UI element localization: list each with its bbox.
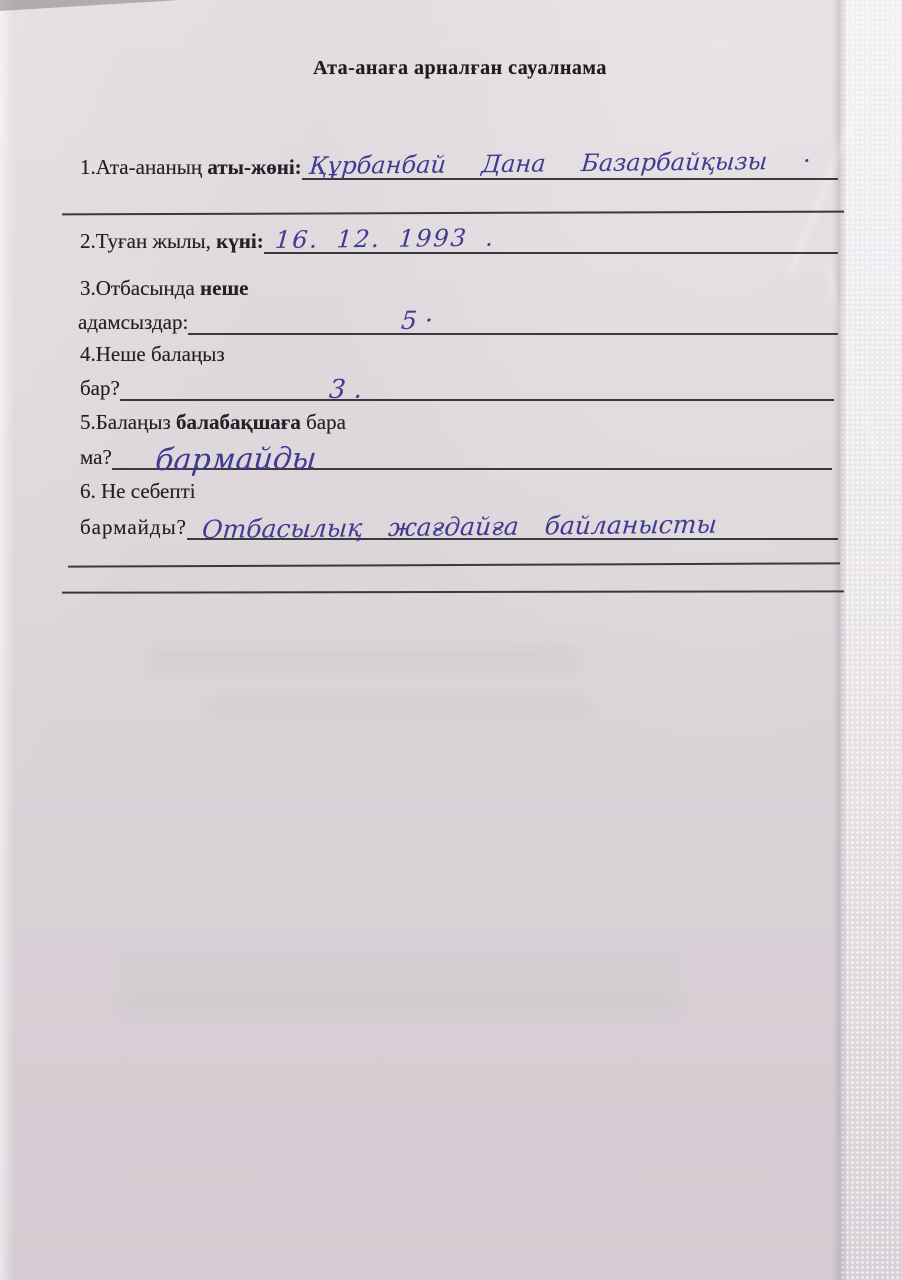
bleed-through xyxy=(150,648,580,674)
question-5-label-line1 xyxy=(80,410,346,435)
blank-ruled-line xyxy=(62,185,844,216)
question-4-label-line2: бар? xyxy=(80,376,120,400)
question-4-label-line1: 4.Неше балаңыз xyxy=(80,342,225,366)
blank-ruled-line xyxy=(62,564,844,593)
question-5-handwritten-answer: бармайды xyxy=(153,441,318,478)
question-2-answer-line xyxy=(264,220,838,254)
question-3-answer-line xyxy=(188,303,838,335)
question-1-handwritten-answer: Құрбанбай Дана Базарбайқызы · xyxy=(307,146,812,180)
question-3-handwritten-answer: 5 · xyxy=(400,305,435,335)
question-1-row xyxy=(80,146,838,180)
question-5-label-bold: балабақшаға xyxy=(176,410,301,434)
question-3-label-line1 xyxy=(80,276,249,301)
question-2-label xyxy=(80,229,264,254)
form-title: Ата-анаға арналған сауалнама xyxy=(313,57,607,79)
question-5-label-line2: ма? xyxy=(80,445,112,469)
question-3-row xyxy=(78,305,838,335)
bleed-through xyxy=(210,700,590,716)
question-1-label-text: 1.Ата-ананың xyxy=(80,155,208,179)
question-1-label-bold: аты-жөні: xyxy=(207,155,302,179)
bleed-through xyxy=(120,950,680,1020)
question-6-label-line1: 6. Не себепті xyxy=(80,479,196,503)
paper-left-edge xyxy=(0,0,14,1280)
question-5-answer-line xyxy=(112,436,832,478)
question-3-label-line2: адамсыздар: xyxy=(78,310,189,334)
question-2-label-text: 2.Туған жылы, xyxy=(80,229,217,253)
question-2-label-bold: күні: xyxy=(216,229,264,253)
question-4-row xyxy=(80,371,834,405)
question-5-label-text2: бара xyxy=(300,410,346,434)
question-5-row xyxy=(80,438,832,478)
question-6-row xyxy=(80,508,838,544)
question-4-handwritten-answer: 3 . xyxy=(327,374,364,405)
question-6-answer-line xyxy=(187,506,838,544)
question-6-handwritten-answer: Отбасылық жағдайға байланысты xyxy=(201,509,719,544)
question-4-answer-line xyxy=(120,369,834,405)
question-1-answer-line xyxy=(302,144,838,180)
question-3-label-bold: неше xyxy=(200,276,249,300)
question-3-label-text: 3.Отбасында xyxy=(80,276,201,300)
question-6-label-line2: бармайды? xyxy=(80,515,188,539)
question-5-label-text: 5.Балаңыз xyxy=(80,410,177,434)
question-1-label xyxy=(80,155,302,180)
blank-ruled-line xyxy=(68,536,840,567)
question-2-row xyxy=(80,222,838,254)
background-corner xyxy=(0,0,180,11)
question-2-handwritten-answer: 16. 12. 1993 . xyxy=(273,223,496,254)
plastic-sleeve-texture xyxy=(840,0,902,1280)
